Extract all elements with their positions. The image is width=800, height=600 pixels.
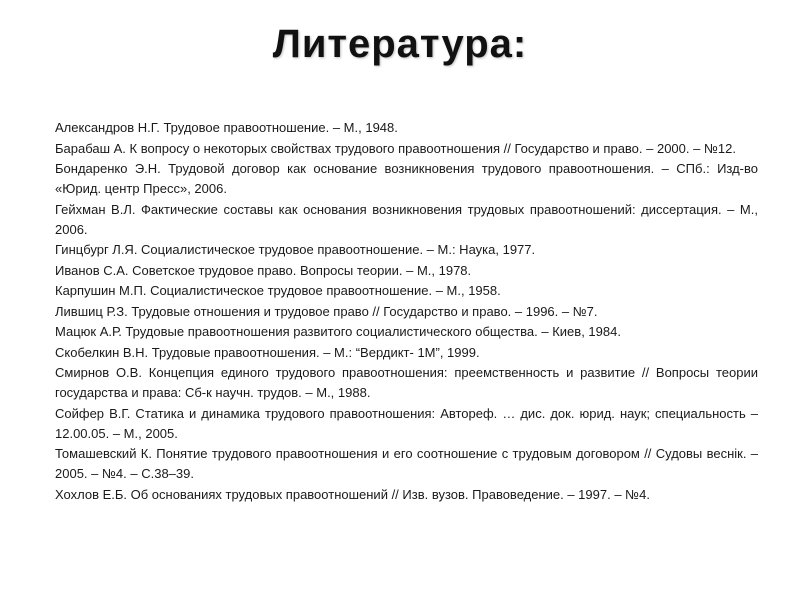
reference-item: Хохлов Е.Б. Об основаниях трудовых правоотношений // Изв. вузов. Правоведение. – 1997. – №4.: [55, 486, 650, 502]
reference-list: [55, 118, 758, 505]
reference-item: Иванов С.А. Советское трудовое право. Вопросы теории. – М., 1978.: [55, 262, 472, 278]
reference-item: Бондаренко Э.Н. Трудовой договор как основание возникновения трудового правоотношения. – СПб.: Изд-во «Юрид. центр Пресс», 2006.: [55, 161, 758, 196]
reference-item: Сойфер В.Г. Статика и динамика трудового правоотношения: Автореф. … дис. док. юрид. наук; специальность – 12.00.05. – М., 2005.: [55, 405, 758, 441]
reference-item: Барабаш А. К вопросу о некоторых свойствах трудового правоотношения // Государство и право. – 2000. – №12.: [55, 140, 736, 156]
reference-item: Гинцбург Л.Я. Социалистическое трудовое правоотношение. – М.: Наука, 1977.: [55, 242, 536, 257]
reference-item: Скобелкин В.Н. Трудовые правоотношения. – М.: “Вердикт- 1М”, 1999.: [55, 344, 480, 360]
page-title: Литература:: [272, 22, 528, 66]
reference-item: Александров Н.Г. Трудовое правоотношение. – М., 1948.: [55, 120, 398, 135]
reference-item: Томашевский К. Понятие трудового правоотношения и его соотношение с трудовым договором // Судовы веснік. – 2005. – №4. – С.38–39.: [55, 446, 758, 481]
reference-item: Смирнов О.В. Концепция единого трудового правоотношения: преемственность и развитие // Вопросы теории государства и права: Сб-к научн. трудов. – М., 1988.: [55, 365, 758, 400]
reference-item: Гейхман В.Л. Фактические составы как основания возникновения трудовых правоотношений: диссертация. – М., 2006.: [55, 201, 758, 237]
reference-item: Мацюк А.Р. Трудовые правоотношения развитого социалистического общества. – Киев, 1984.: [55, 324, 621, 339]
reference-item: Карпушин М.П. Социалистическое трудовое правоотношение. – М., 1958.: [55, 283, 501, 298]
reference-item: Лившиц Р.З. Трудовые отношения и трудовое право // Государство и право. – 1996. – №7.: [55, 303, 598, 319]
